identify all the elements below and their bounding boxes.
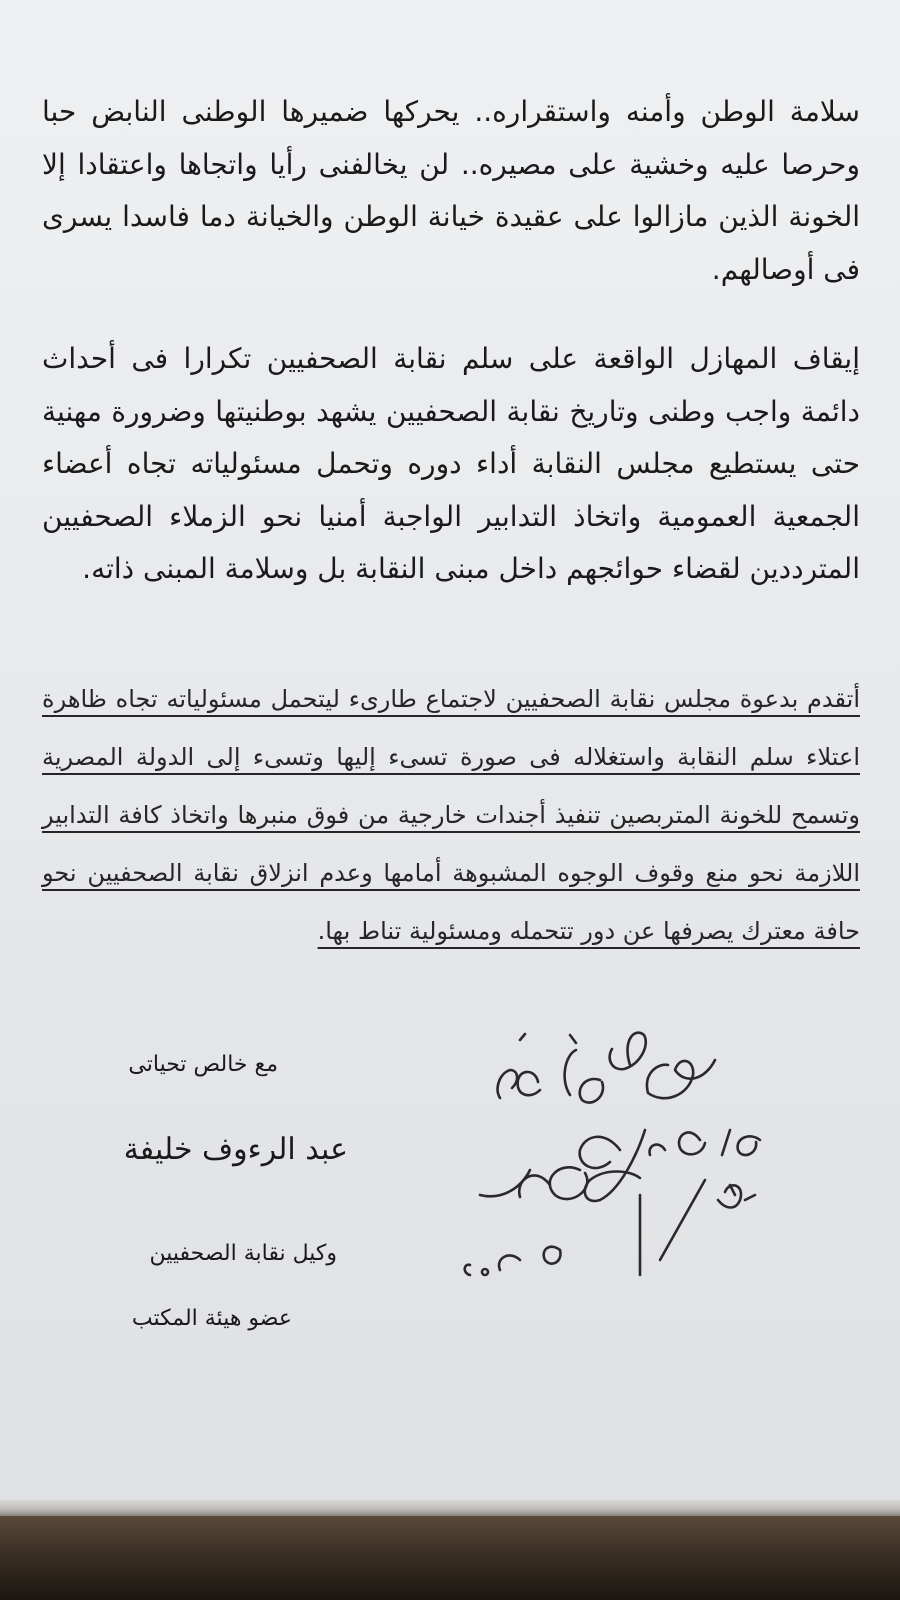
paragraph-3-underlined	[42, 670, 860, 960]
paragraph-1-text: سلامة الوطن وأمنه واستقراره.. يحركها ضميرها الوطنى النابض حبا وحرصا عليه وخشية على مصيره.. لن يخالفنى رأيا واتجاها واعتقادا إلا الخونة الذين مازالوا على عقيدة خيانة الوطن والخيانة دما فاسدا يسرى فى أوصالهم.	[42, 95, 860, 286]
paragraph-3-text: أتقدم بدعوة مجلس نقابة الصحفيين لاجتماع طارىء ليتحمل مسئولياته تجاه ظاهرة اعتلاء سلم النقابة واستغلاله فى صورة تسىء إليها وتسىء إلى الدولة المصرية وتسمح للخونة المتربصين تنفيذ أجندات خارجية من فوق منبرها واتخاذ كافة التدابير اللازمة نحو منع وقوف الوجوه المشبوهة أمامها وعدم انزلاق نقابة الصحفيين نحو حافة معترك يصرفها عن دور تتحمله ومسئولية تناط بها.	[42, 685, 860, 945]
closing-greeting: مع خالص تحياتى	[128, 1052, 278, 1077]
handwritten-annotation	[460, 1020, 780, 1320]
signature-name: عبد الرءوف خليفة	[123, 1132, 348, 1167]
signer-title-2: عضو هيئة المكتب	[131, 1306, 292, 1331]
paragraph-1	[42, 86, 860, 296]
paragraph-2-text: إيقاف المهازل الواقعة على سلم نقابة الصحفيين تكرارا فى أحداث دائمة واجب وطنى وتاريخ نقابة الصحفيين يشهد بوطنيتها وضرورة مهنية حتى يستطيع مجلس النقابة أداء دوره وتحمل مسئولياته تجاه أعضاء الجمعية العمومية واتخاذ التدابير الواجبة أمنيا نحو الزملاء الصحفيين المترددين لقضاء حوائجهم داخل مبنى النقابة بل وسلامة المبنى ذاته.	[42, 342, 860, 585]
paper-edge	[0, 1500, 900, 1516]
paragraph-2	[42, 333, 860, 596]
desk-surface	[0, 1516, 900, 1600]
signer-title-1: وكيل نقابة الصحفيين	[149, 1241, 337, 1266]
